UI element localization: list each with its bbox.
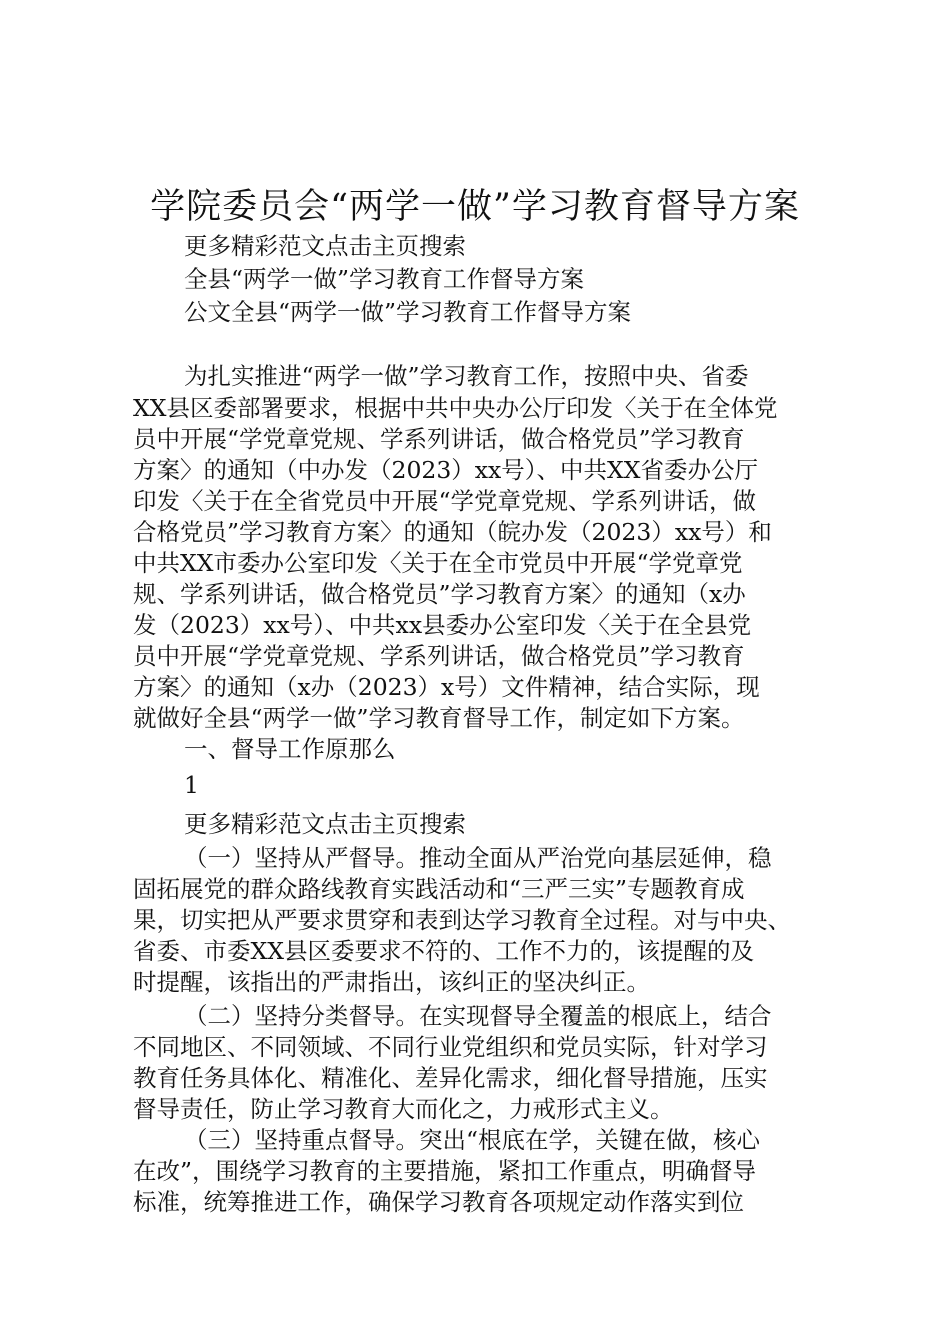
paragraph-line: 固拓展党的群众路线教育实践活动和“三严三实”专题教育成 [133, 875, 745, 903]
paragraph-line: （一）坚持从严督导。推动全面从严治党向基层延伸，稳 [184, 844, 772, 872]
header-line: 公文全县“两学一做”学习教育工作督导方案 [184, 298, 632, 326]
paragraph-line: 在改”，围绕学习教育的主要措施，紧扣工作重点，明确督导 [133, 1157, 757, 1185]
header-line: 更多精彩范文点击主页搜索 [184, 232, 466, 260]
intro-line: 印发〈关于在全省党员中开展“学党章党规、学系列讲话，做 [133, 487, 757, 515]
intro-line: 就做好全县“两学一做”学习教育督导工作，制定如下方案。 [133, 704, 745, 732]
intro-line: 规、学系列讲话，做合格党员”学习教育方案〉的通知（x办 [133, 580, 746, 608]
paragraph-line: （三）坚持重点督导。突出“根底在学，关键在做，核心 [184, 1126, 761, 1154]
document-title: 学院委员会“两学一做”学习教育督导方案 [150, 187, 800, 227]
intro-line: XX县区委部署要求，根据中共中央办公厅印发〈关于在全体党 [133, 394, 778, 422]
paragraph-line: （二）坚持分类督导。在实现督导全覆盖的根底上，结合 [184, 1002, 772, 1030]
paragraph-line: 时提醒，该指出的严肃指出，该纠正的坚决纠正。 [133, 968, 650, 996]
paragraph-line: 教育任务具体化、精准化、差异化需求，细化督导措施，压实 [133, 1064, 768, 1092]
intro-line: 方案〉的通知（x办（2023）x号）文件精神，结合实际，现 [133, 673, 760, 701]
paragraph-line: 标准，统筹推进工作，确保学习教育各项规定动作落实到位 [133, 1188, 744, 1216]
intro-line: 发（2023）xx号）、中共xx县委办公室印发〈关于在全县党 [133, 611, 752, 639]
paragraph-line: 督导责任，防止学习教育大而化之，力戒形式主义。 [133, 1095, 674, 1123]
paragraph-line: 不同地区、不同领域、不同行业党组织和党员实际，针对学习 [133, 1033, 768, 1061]
intro-line: 方案〉的通知（中办发（2023）xx号）、中共XX省委办公厅 [133, 456, 759, 484]
footer-promo: 更多精彩范文点击主页搜索 [184, 810, 466, 838]
intro-line: 合格党员”学习教育方案〉的通知（皖办发（2023）xx号）和 [133, 518, 772, 546]
paragraph-line: 省委、市委XX县区委要求不符的、工作不力的，该提醒的及 [133, 937, 754, 965]
header-line: 全县“两学一做”学习教育工作督导方案 [184, 265, 585, 293]
paragraph-line: 果，切实把从严要求贯穿和表到达学习教育全过程。对与中央、 [133, 906, 791, 934]
intro-line: 员中开展“学党章党规、学系列讲话，做合格党员”学习教育 [133, 642, 745, 670]
intro-line: 为扎实推进“两学一做”学习教育工作，按照中央、省委 [184, 362, 749, 390]
intro-line: 中共XX市委办公室印发〈关于在全市党员中开展“学党章党 [133, 549, 743, 577]
intro-line: 员中开展“学党章党规、学系列讲话，做合格党员”学习教育 [133, 425, 745, 453]
section-heading: 一、督导工作原那么 [184, 735, 396, 763]
page-number: 1 [184, 771, 199, 799]
